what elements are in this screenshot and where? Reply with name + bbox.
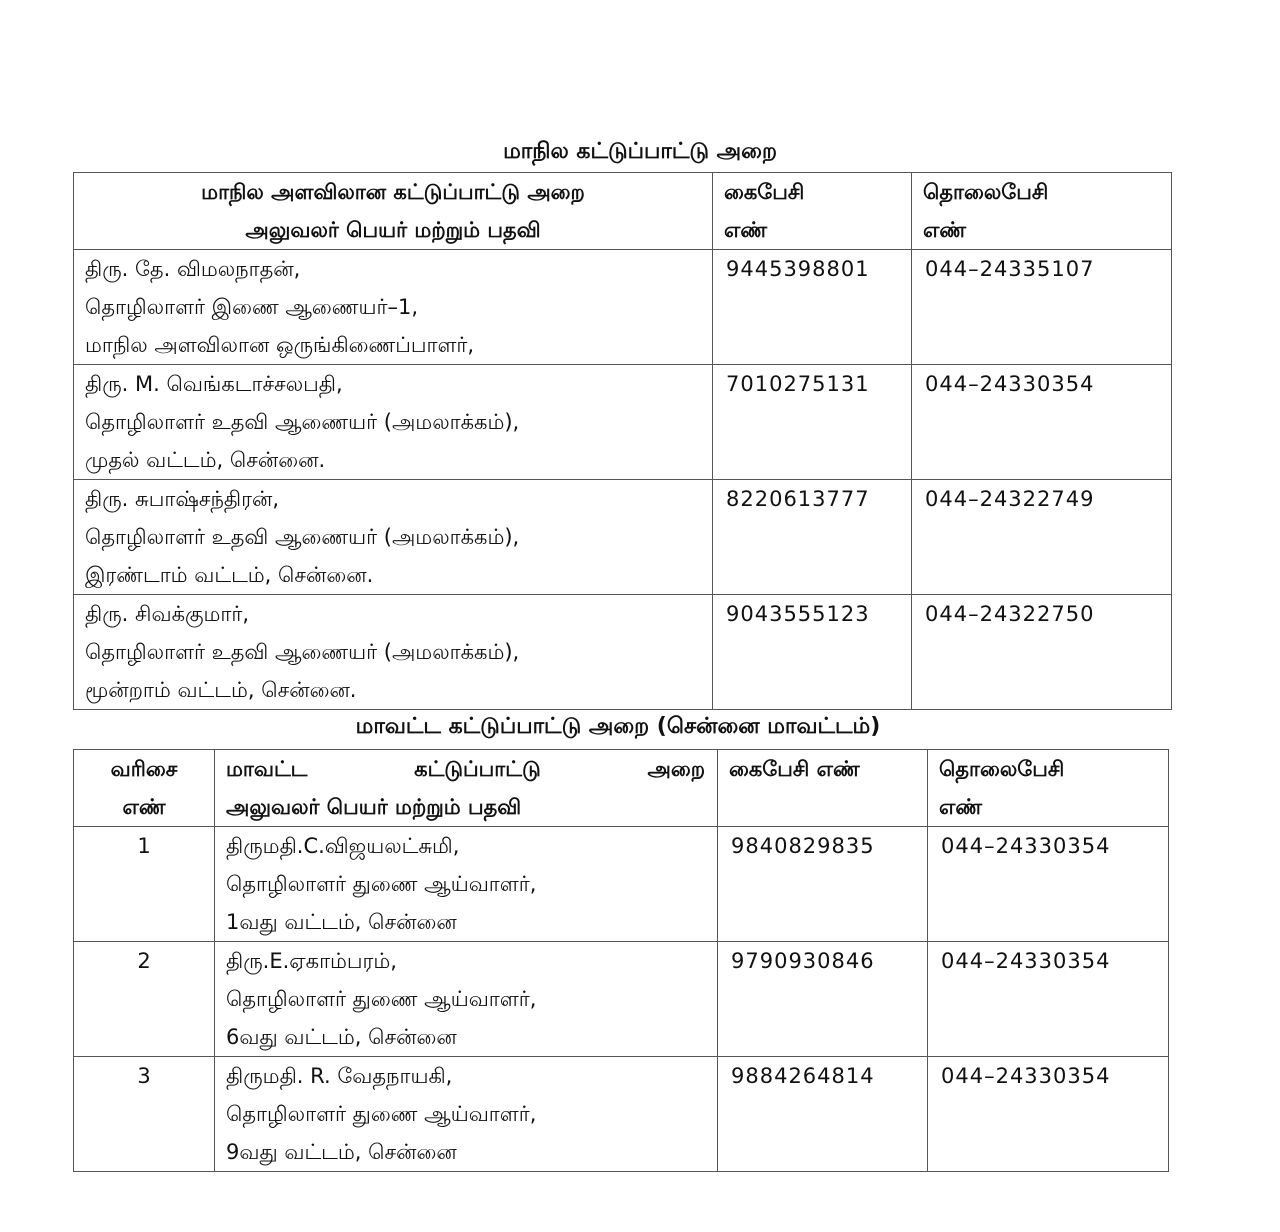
table-header-row [74, 750, 1169, 827]
officer-office: முதல் வட்டம், சென்னை. [85, 448, 326, 472]
serial-number: 2 [74, 942, 215, 1057]
officer-cell [74, 250, 713, 365]
mobile-number: 9790930846 [718, 942, 928, 1057]
officer-designation: தொழிலாளர் உதவி ஆணையர் (அமலாக்கம்), [85, 640, 520, 664]
officer-cell [74, 480, 713, 595]
mobile-number: 9840829835 [718, 827, 928, 942]
serial-number: 1 [74, 827, 215, 942]
mobile-header-line1: கைபேசி [724, 180, 805, 204]
table-row [74, 250, 1172, 365]
phone-header-line2: எண் [939, 795, 983, 819]
officer-designation: தொழிலாளர் துணை ஆய்வாளர், [226, 872, 537, 896]
mobile-number: 9884264814 [718, 1057, 928, 1172]
phone-number: 044–24330354 [928, 827, 1169, 942]
table-row [74, 480, 1172, 595]
serial-column-header [74, 750, 215, 827]
mobile-header-line2: எண் [724, 218, 768, 242]
phone-column-header [928, 750, 1169, 827]
officer-header-word: அறை [647, 757, 705, 781]
phone-column-header [912, 173, 1172, 250]
officer-cell [74, 365, 713, 480]
officer-name: திரு. சுபாஷ்சந்திரன், [85, 487, 280, 511]
officer-designation: தொழிலாளர் துணை ஆய்வாளர், [226, 1102, 537, 1126]
mobile-column-header [713, 173, 912, 250]
officer-cell [215, 1057, 718, 1172]
phone-header-line1: தொலைபேசி [939, 757, 1065, 781]
phone-number: 044–24322750 [912, 595, 1172, 710]
officer-cell [74, 595, 713, 710]
serial-header-line1: வரிசை [110, 757, 178, 781]
phone-header-line2: எண் [923, 218, 967, 242]
officer-header-line2: அலுவலர் பெயர் மற்றும் பதவி [245, 218, 541, 242]
phone-number: 044–24322749 [912, 480, 1172, 595]
officer-designation: தொழிலாளர் இணை ஆணையர்–1, [85, 295, 419, 319]
officer-office: இரண்டாம் வட்டம், சென்னை. [85, 563, 374, 587]
officer-header-word: மாவட்ட [226, 757, 308, 781]
officer-name: திருமதி. R. வேதநாயகி, [226, 1064, 453, 1088]
officer-name: திரு. தே. விமலநாதன், [85, 257, 301, 281]
officer-office: 6வது வட்டம், சென்னை [226, 1025, 457, 1049]
table-row [74, 942, 1169, 1057]
mobile-number: 9445398801 [713, 250, 912, 365]
serial-header-line2: எண் [122, 795, 166, 819]
mobile-number: 7010275131 [713, 365, 912, 480]
district-control-room-table [73, 749, 1169, 1172]
officer-column-header [215, 750, 718, 827]
officer-designation: தொழிலாளர் உதவி ஆணையர் (அமலாக்கம்), [85, 525, 520, 549]
phone-number: 044–24330354 [928, 1057, 1169, 1172]
officer-header-line2: அலுவலர் பெயர் மற்றும் பதவி [226, 795, 522, 819]
state-control-room-table [73, 172, 1172, 710]
officer-header-line1 [226, 750, 717, 788]
officer-header-line1: மாநில அளவிலான கட்டுப்பாட்டு அறை [201, 180, 585, 204]
mobile-header-text: கைபேசி எண் [729, 757, 860, 781]
officer-office: 9வது வட்டம், சென்னை [226, 1140, 457, 1164]
officer-header-word: கட்டுப்பாட்டு [414, 757, 541, 781]
officer-office: மூன்றாம் வட்டம், சென்னை. [85, 678, 357, 702]
officer-cell [215, 827, 718, 942]
state-control-room-title: மாநில கட்டுப்பாட்டு அறை [503, 139, 777, 164]
table-header-row [74, 173, 1172, 250]
phone-number: 044–24330354 [928, 942, 1169, 1057]
phone-header-line1: தொலைபேசி [923, 180, 1049, 204]
officer-name: திரு. சிவக்குமார், [85, 602, 250, 626]
phone-number: 044–24335107 [912, 250, 1172, 365]
mobile-number: 8220613777 [713, 480, 912, 595]
table-row [74, 827, 1169, 942]
officer-designation: தொழிலாளர் உதவி ஆணையர் (அமலாக்கம்), [85, 410, 520, 434]
district-control-room-title: மாவட்ட கட்டுப்பாட்டு அறை (சென்னை மாவட்டம்) [355, 714, 881, 739]
table-row [74, 365, 1172, 480]
officer-name: திருமதி.C.விஜயலட்சுமி, [226, 834, 460, 858]
table-row [74, 1057, 1169, 1172]
serial-number: 3 [74, 1057, 215, 1172]
officer-cell [215, 942, 718, 1057]
officer-office: மாநில அளவிலான ஒருங்கிணைப்பாளர், [85, 333, 475, 357]
mobile-column-header [718, 750, 928, 827]
officer-column-header [74, 173, 713, 250]
table-row [74, 595, 1172, 710]
phone-number: 044–24330354 [912, 365, 1172, 480]
officer-office: 1வது வட்டம், சென்னை [226, 910, 457, 934]
mobile-number: 9043555123 [713, 595, 912, 710]
officer-name: திரு.E.ஏகாம்பரம், [226, 949, 397, 973]
officer-name: திரு. M. வெங்கடாச்சலபதி, [85, 372, 343, 396]
officer-designation: தொழிலாளர் துணை ஆய்வாளர், [226, 987, 537, 1011]
